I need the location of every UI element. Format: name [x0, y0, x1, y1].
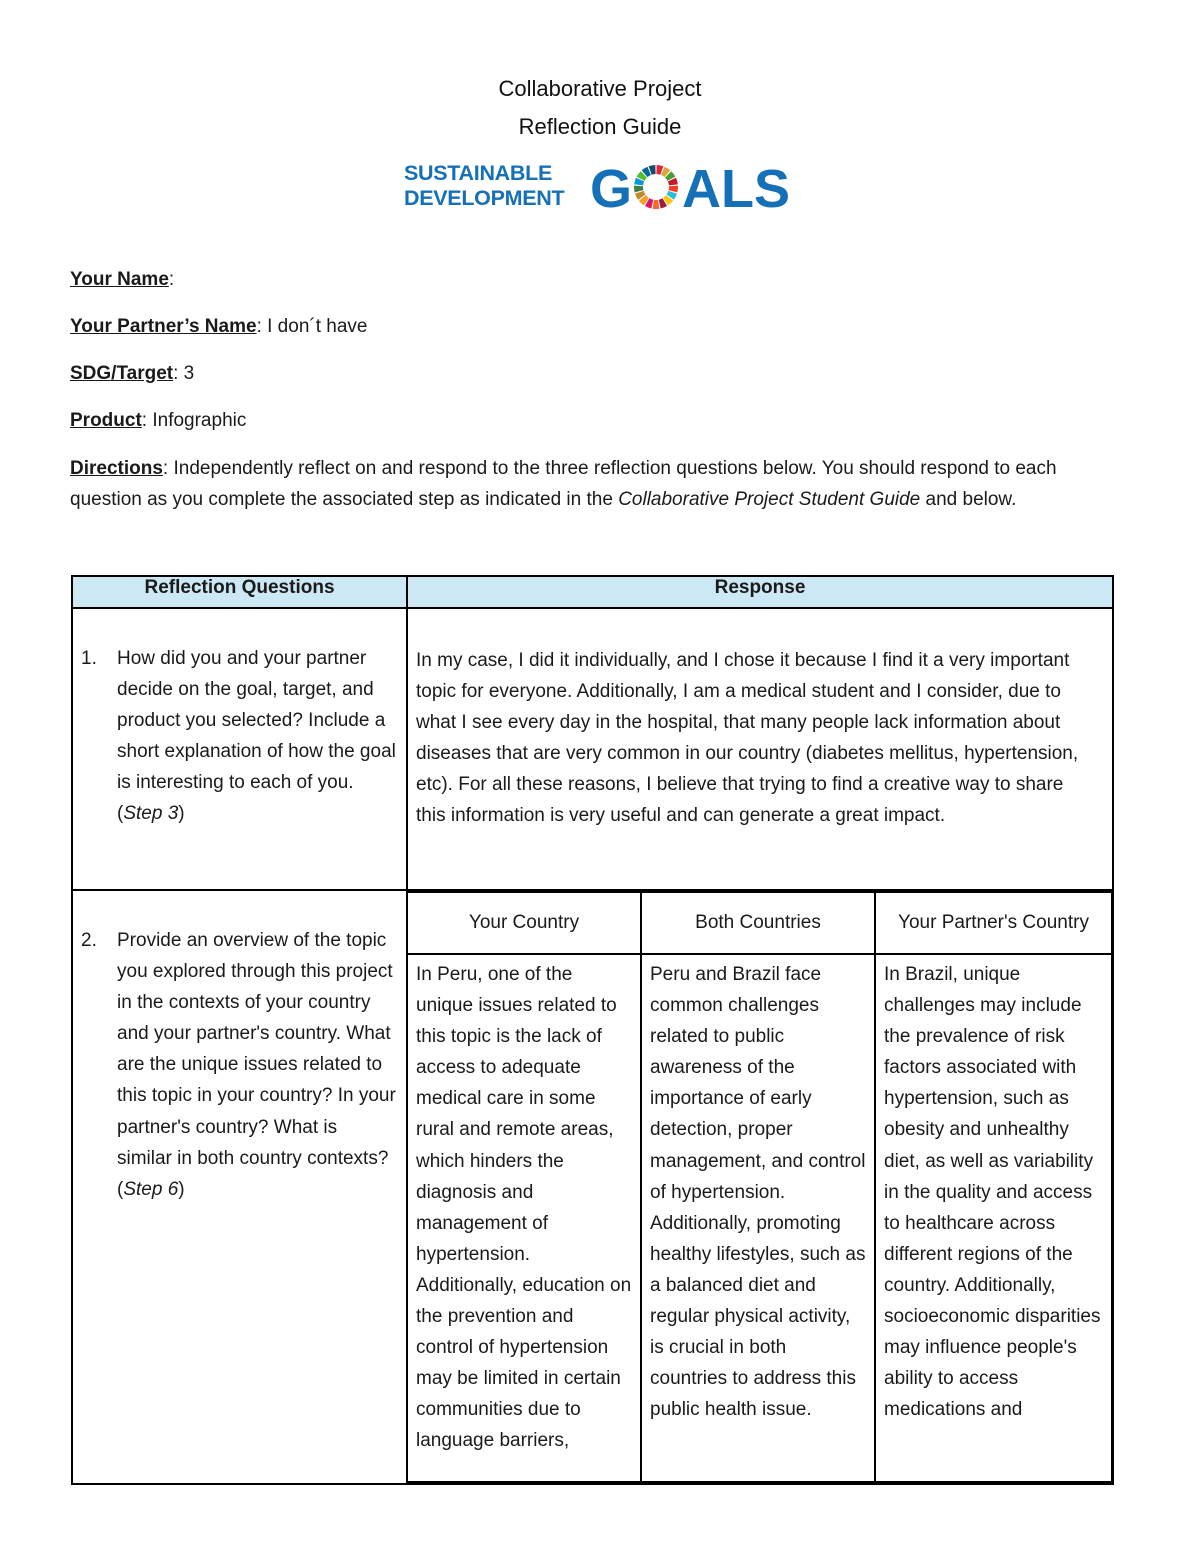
sdg-value[interactable]: 3: [183, 363, 195, 384]
svg-text:G: G: [590, 160, 633, 212]
country-response-row: [408, 954, 1112, 1482]
name-label: Your Name: [70, 269, 169, 290]
response-cell: [407, 890, 1113, 1484]
question-cell: [72, 608, 407, 890]
logo-word-sustainable: SUSTAINABLE: [404, 161, 552, 185]
directions-paragraph: Directions: Independently reflect on and respond to the three reflection questions below. You should respond to each question as you complete the associated step as indicated in the Collaborative Project Student Guide and below.: [70, 458, 1057, 510]
step-paren-close: ): [178, 1178, 185, 1200]
response-cell[interactable]: [407, 608, 1113, 890]
step-paren-open: (: [117, 1178, 124, 1200]
step-paren-open: (: [117, 803, 124, 825]
product-label: Product: [70, 410, 142, 431]
country-header-row: [408, 892, 1112, 954]
both-countries-header: Both Countries: [641, 892, 875, 954]
column-header-response: Response: [407, 576, 1113, 608]
logo-word-development: DEVELOPMENT: [404, 186, 565, 210]
name-field: Your Name:: [70, 269, 175, 290]
step-ref: Step 6: [123, 1178, 179, 1200]
sdg-wheel-segment: [669, 186, 678, 193]
sdg-wheel-segment: [653, 200, 660, 209]
partner-label: Your Partner’s Name: [70, 316, 257, 337]
question-cell: [72, 890, 407, 1484]
sdg-label: SDG/Target: [70, 363, 174, 384]
partner-country-header: Your Partner's Country: [875, 892, 1112, 954]
your-country-response[interactable]: In Peru, one of the unique issues related to this topic is the lack of access to adequate medical care in some rural and remote areas, which hinders the diagnosis and management of hypertension. Additionally, education on the prevention and control of hypertension may be limited in certain communities due to language barriers,: [408, 954, 641, 1482]
response-text: In my case, I did it individually, and I chose it because I find it a very important topic for everyone. Additionally, I am a medical student and I consider, due to what I see every day in the hospital, that many people lack information about diseases that are very common in our country (diabetes mellitus, hypertension, etc). For all these reasons, I believe that trying to find a creative way to share this information is very useful and can generate a great impact.: [416, 650, 1079, 827]
product-value[interactable]: Infographic: [152, 410, 247, 431]
table-header-row: [72, 576, 1113, 608]
directions-text: Independently reflect on and respond to the three reflection questions below. You should respond to each question as you complete the associated step as indicated in the: [70, 458, 1057, 510]
country-comparison-table: [408, 891, 1113, 1483]
question-number: 1.: [81, 648, 97, 669]
sdg-logo: [404, 160, 796, 212]
your-country-header: Your Country: [408, 892, 641, 954]
sdg-field: SDG/Target: 3: [70, 363, 195, 384]
step-paren-close: ): [178, 803, 185, 825]
partner-country-response[interactable]: In Brazil, unique challenges may include the prevalence of risk factors associated with hypertension, such as obesity and unhealthy diet, as well as variability in the quality and access to healthcare across different regions of the country. Additionally, socioeconomic disparities may influence people's ability to access medications and: [875, 954, 1112, 1482]
directions-guide-title: Collaborative Project Student Guide: [618, 489, 921, 510]
reflection-table: [71, 575, 1114, 1485]
sdg-wheel-segment: [634, 186, 643, 193]
column-header-questions: Reflection Questions: [72, 576, 407, 608]
both-countries-response[interactable]: Peru and Brazil face common challenges related to public awareness of the importance of early detection, proper management, and control of hypertension. Additionally, promoting healthy lifestyles, such as a balanced diet and regular physical activity, is crucial in both countries to address this public health issue.: [641, 954, 875, 1482]
question-text: Provide an overview of the topic you explored through this project in the contexts of your country and your partner's country. What are the unique issues related to this topic in your country? In your partner's country? What is similar in both country contexts?: [117, 930, 396, 1169]
step-ref: Step 3: [123, 803, 179, 825]
svg-text:ALS: ALS: [682, 160, 790, 212]
question-number: 2.: [81, 930, 97, 951]
partner-field: Your Partner’s Name: I don´t have: [70, 316, 368, 337]
directions-label: Directions: [70, 458, 163, 479]
goals-logo-icon: [590, 160, 796, 212]
document-title: Collaborative Project: [498, 76, 702, 101]
product-field: Product: Infographic: [70, 410, 247, 431]
partner-value[interactable]: I don´t have: [267, 316, 368, 337]
document-subtitle: Reflection Guide: [518, 114, 682, 139]
table-row: [72, 890, 1113, 1484]
table-row: [72, 608, 1113, 890]
directions-text-end: and below.: [925, 489, 1017, 510]
question-text: How did you and your partner decide on the goal, target, and product you selected? Include a short explanation of how the goal is interesting to each of you.: [117, 648, 396, 794]
